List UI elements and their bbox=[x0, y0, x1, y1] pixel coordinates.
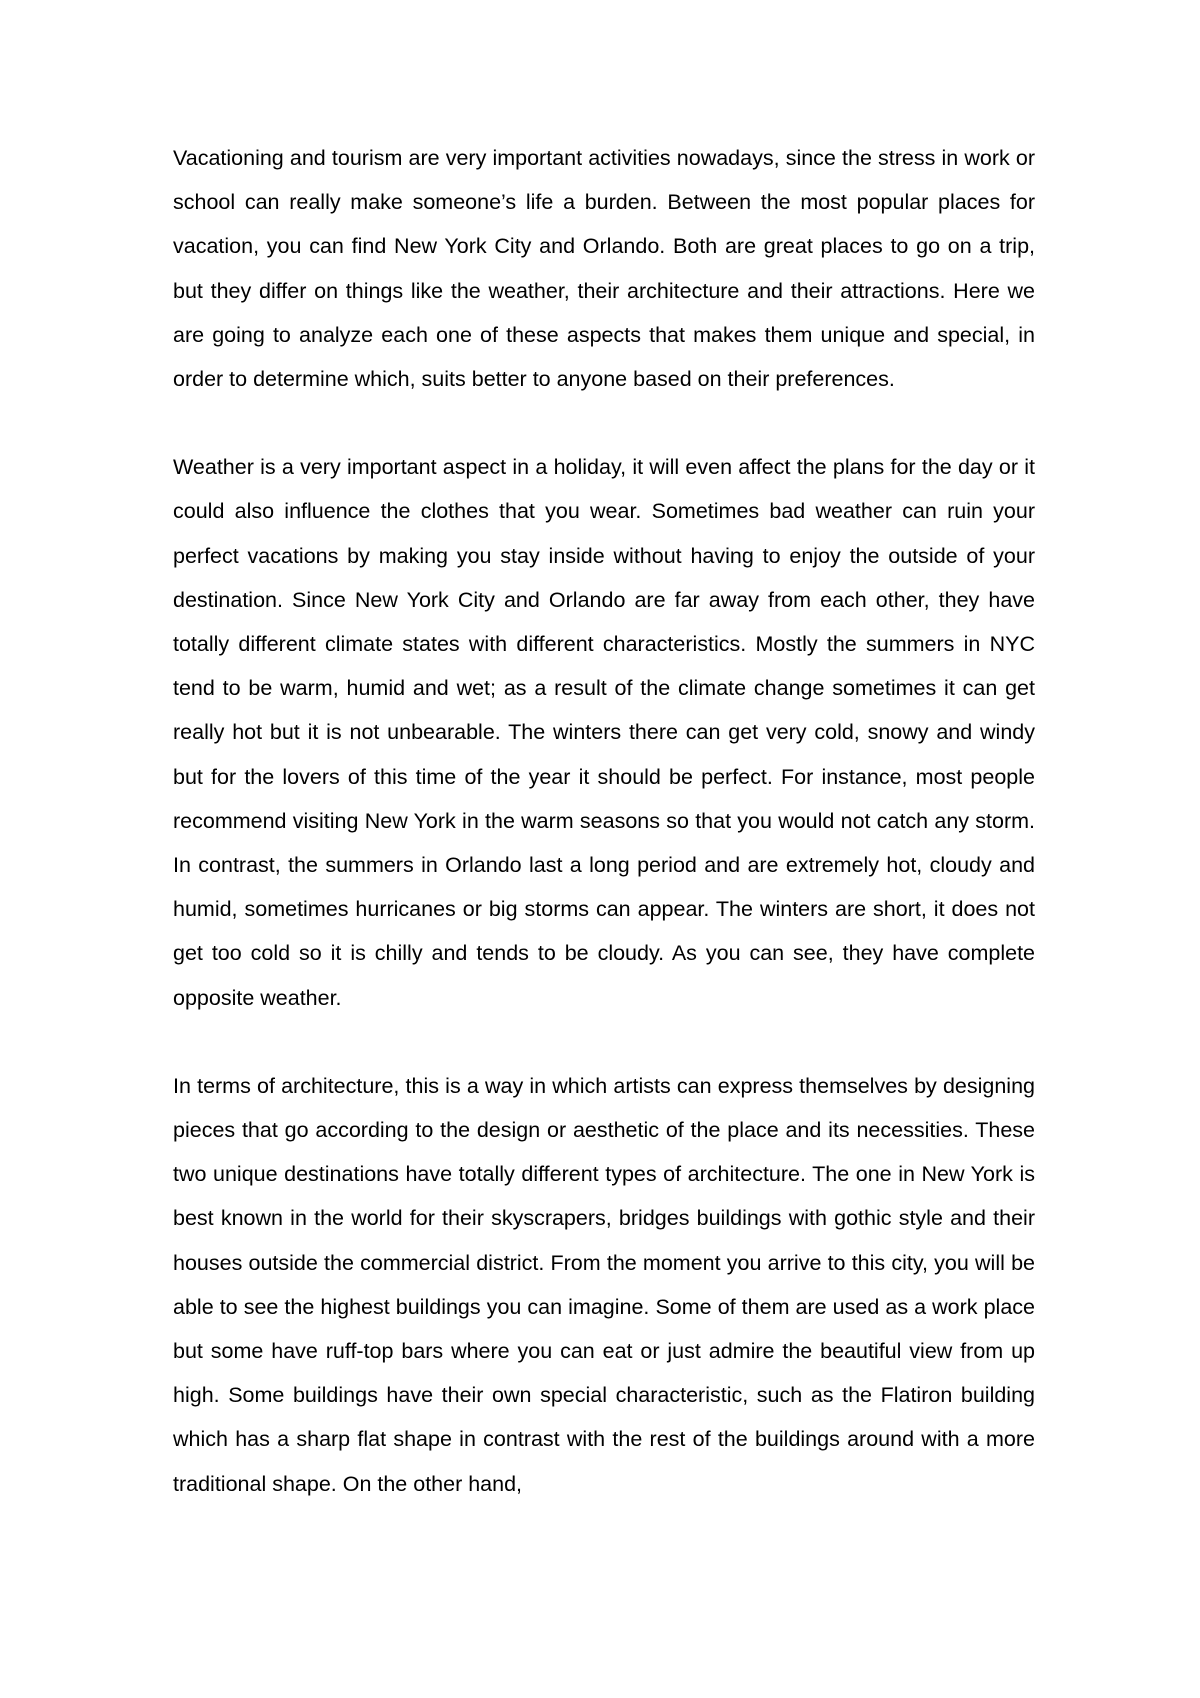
paragraph-weather: Weather is a very important aspect in a holiday, it will even affect the plans for the day or it could also influence the clothes that you wear. Sometimes bad weather can ruin your perfect vacations by making you stay inside without having to enjoy the outside of your destination. Since New York City and Orlando are far away from each other, they have totally different climate states with different characteristics. Mostly the summers in NYC tend to be warm, humid and wet; as a result of the climate change sometimes it can get really hot but it is not unbearable. The winters there can get very cold, snowy and windy but for the lovers of this time of the year it should be perfect. For instance, most people recommend visiting New York in the warm seasons so that you would not catch any storm. In contrast, the summers in Orlando last a long period and are extremely hot, cloudy and humid, sometimes hurricanes or big storms can appear. The winters are short, it does not get too cold so it is chilly and tends to be cloudy. As you can see, they have complete opposite weather. bbox=[173, 455, 1035, 1010]
paragraph-architecture: In terms of architecture, this is a way in which artists can express themselves by designing pieces that go according to the design or aesthetic of the place and its necessities. These two unique destinations have totally different types of architecture. The one in New York is best known in the world for their skyscrapers, bridges buildings with gothic style and their houses outside the commercial district. From the moment you arrive to this city, you will be able to see the highest buildings you can imagine. Some of them are used as a work place but some have ruff-top bars where you can eat or just admire the beautiful view from up high. Some buildings have their own special characteristic, such as the Flatiron building which has a sharp flat shape in contrast with the rest of the buildings around with a more traditional shape. On the other hand, bbox=[173, 1073, 1035, 1496]
document-body bbox=[173, 136, 1035, 1550]
paragraph-intro: Vacationing and tourism are very important activities nowadays, since the stress in work or school can really make someone’s life a burden. Between the most popular places for vacation, you can find New York City and Orlando. Both are great places to go on a trip, but they differ on things like the weather, their architecture and their attractions. Here we are going to analyze each one of these aspects that makes them unique and special, in order to determine which, suits better to anyone based on their preferences. bbox=[173, 146, 1035, 392]
